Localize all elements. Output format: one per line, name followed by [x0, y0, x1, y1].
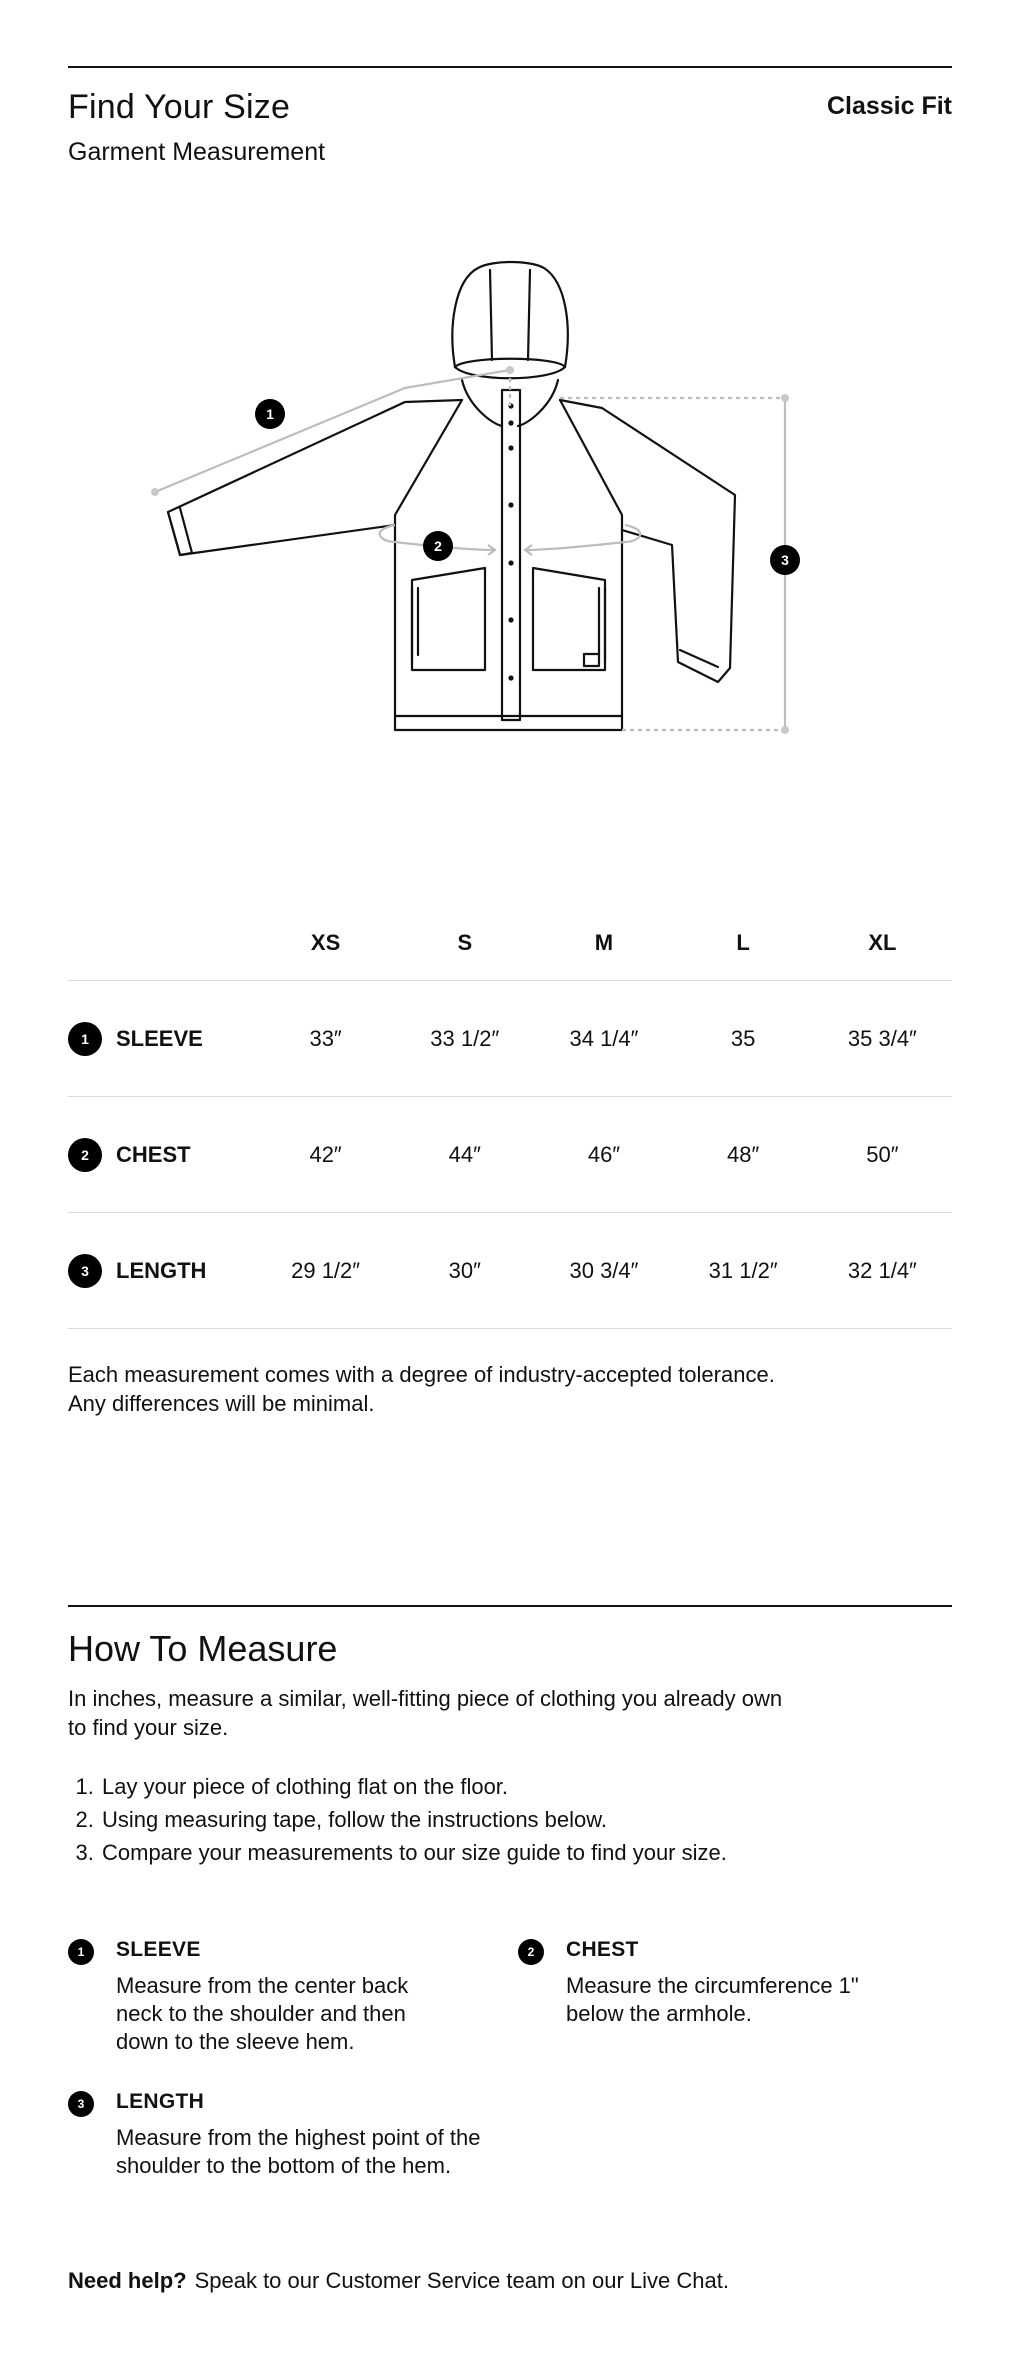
table-cell: 30″: [395, 1213, 534, 1329]
table-cell: 46″: [534, 1097, 673, 1213]
intro-line-1: In inches, measure a similar, well-fitting piece of clothing you already own: [68, 1686, 783, 1711]
table-cell: 29 1/2″: [256, 1213, 395, 1329]
number-badge: 2: [68, 1138, 102, 1172]
fit-label: Classic Fit: [826, 92, 952, 120]
jacket-buttons: [508, 403, 513, 680]
measure-item-title: SLEEVE: [116, 1938, 201, 1961]
help-text: Speak to our Customer Service team on our Live Chat.: [194, 2268, 729, 2293]
number-badge: 2: [518, 1939, 544, 1965]
table-cell: 48″: [674, 1097, 813, 1213]
table-row-length: [68, 1213, 952, 1329]
number-badge: 1: [68, 1939, 94, 1965]
step-item: 1. Lay your piece of clothing flat on the floor.: [100, 1770, 727, 1803]
measure-item-chest: [518, 1938, 938, 2028]
size-s: S: [395, 905, 534, 981]
step-item: 3. Compare your measurements to our size guide to find your size.: [100, 1836, 727, 1869]
intro-line-2: to find your size.: [68, 1715, 229, 1740]
tolerance-note-line-1: Each measurement comes with a degree of industry-accepted tolerance.: [68, 1362, 775, 1387]
table-cell: 30 3/4″: [534, 1213, 673, 1329]
svg-text:2: 2: [434, 538, 442, 554]
measure-item-desc: Measure from the center back neck to the shoulder and then down to the sleeve hem.: [116, 1973, 409, 2054]
row-name: LENGTH: [116, 1257, 207, 1283]
table-cell: 35 3/4″: [813, 981, 952, 1097]
table-cell: 50″: [813, 1097, 952, 1213]
table-cell: 42″: [256, 1097, 395, 1213]
section-divider: [68, 1605, 952, 1607]
row-name: CHEST: [116, 1141, 191, 1167]
size-header-row: [68, 905, 952, 981]
size-header-empty: [68, 905, 256, 981]
measure-item-sleeve: [68, 1938, 488, 2058]
measure-item-length: [68, 2090, 488, 2180]
size-xl: XL: [813, 905, 952, 981]
table-cell: 34 1/4″: [534, 981, 673, 1097]
help-label: Need help?: [68, 2268, 187, 2293]
table-cell: 33 1/2″: [395, 981, 534, 1097]
help-line: [68, 2268, 729, 2294]
diagram-marker-1: [255, 399, 285, 429]
row-name: SLEEVE: [116, 1025, 203, 1051]
measure-lines: [155, 370, 785, 730]
jacket-diagram: [0, 230, 1020, 770]
how-to-measure-intro: [68, 1684, 828, 1742]
number-badge: 3: [68, 2091, 94, 2117]
table-cell: 32 1/4″: [813, 1213, 952, 1329]
row-label: [68, 1213, 256, 1329]
table-row-sleeve: [68, 981, 952, 1097]
measure-item-title: LENGTH: [116, 2090, 205, 2113]
measure-item-desc: Measure from the highest point of the shoulder to the bottom of the hem.: [116, 2125, 481, 2178]
row-label: [68, 1097, 256, 1213]
size-xs: XS: [256, 905, 395, 981]
jacket-outline: [168, 262, 735, 730]
diagram-marker-3: [770, 545, 800, 575]
page-title: Find Your Size: [68, 88, 291, 126]
diagram-marker-2: [423, 531, 453, 561]
tolerance-note-line-2: Any differences will be minimal.: [68, 1391, 375, 1416]
step-item: 2. Using measuring tape, follow the instructions below.: [100, 1803, 727, 1836]
measure-item-title: CHEST: [566, 1938, 639, 1961]
size-table: [68, 905, 952, 1329]
table-row-chest: [68, 1097, 952, 1213]
number-badge: 1: [68, 1022, 102, 1056]
table-cell: 35: [674, 981, 813, 1097]
row-label: [68, 981, 256, 1097]
table-cell: 44″: [395, 1097, 534, 1213]
table-cell: 31 1/2″: [674, 1213, 813, 1329]
page-subtitle: Garment Measurement: [68, 138, 326, 166]
tolerance-note: [68, 1360, 868, 1418]
number-badge: 3: [68, 1254, 102, 1288]
table-cell: 33″: [256, 981, 395, 1097]
measure-steps: [68, 1770, 727, 1869]
svg-text:1: 1: [266, 406, 274, 422]
size-m: M: [534, 905, 673, 981]
top-divider: [68, 66, 952, 68]
how-to-measure-title: How To Measure: [68, 1628, 338, 1669]
svg-text:3: 3: [781, 552, 789, 568]
measure-item-desc: Measure the circumference 1" below the armhole.: [566, 1973, 859, 2026]
size-l: L: [674, 905, 813, 981]
